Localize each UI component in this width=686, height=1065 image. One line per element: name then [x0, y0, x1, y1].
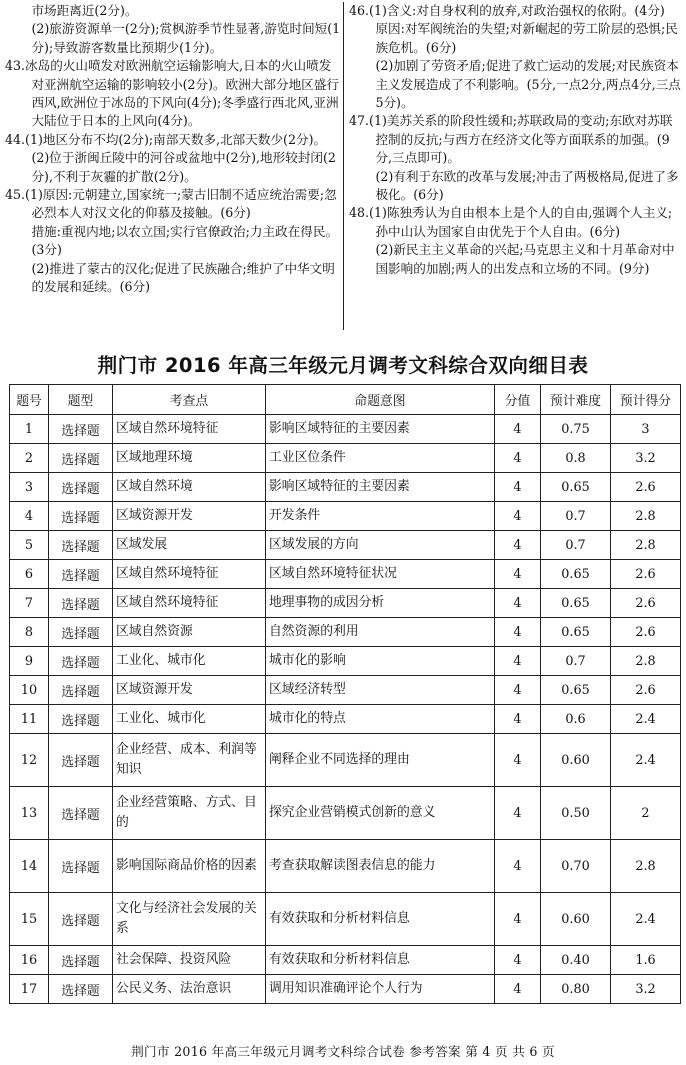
table-title: 荆门市 2016 年高三年级元月调考文科综合双向细目表 [97, 354, 589, 377]
cell-score: 4 [495, 787, 541, 840]
cell-question-no: 16 [10, 946, 49, 975]
cell-expected-score: 2.8 [611, 840, 681, 893]
cell-score: 4 [495, 415, 541, 444]
cell-score: 4 [495, 840, 541, 893]
table-row [10, 589, 681, 618]
answer-paragraph: 市场距离近(2分)。 [31, 3, 138, 18]
cell-difficulty: 0.80 [541, 975, 611, 1004]
header-expected: 预计得分 [611, 385, 681, 415]
cell-difficulty: 0.6 [541, 705, 611, 734]
answer-paragraph: (2)加剧了劳资矛盾;促进了救亡运动的发展;对民族资本主义发展造成了不利影响。(5分,一点2分,两点4分,三点5分)。 [375, 58, 681, 111]
cell-question-no: 6 [10, 560, 49, 589]
cell-question-no: 2 [10, 444, 49, 473]
table-row [10, 647, 681, 676]
cell-question-type: 选择题 [49, 531, 113, 560]
header-type: 题型 [49, 385, 113, 415]
table-row [10, 893, 681, 946]
cell-exam-point: 区域资源开发 [113, 502, 266, 531]
cell-intent: 有效获取和分析材料信息 [266, 893, 495, 946]
cell-score: 4 [495, 975, 541, 1004]
cell-exam-point: 工业化、城市化 [113, 647, 266, 676]
cell-expected-score: 2.6 [611, 589, 681, 618]
answer-paragraph: 44.(1)地区分布不均(2分);南部天数多,北部天数少(2分)。 [5, 131, 327, 147]
cell-expected-score: 2.4 [611, 734, 681, 787]
table-row [10, 560, 681, 589]
answer-paragraph: 48.(1)陈独秀认为自由根本上是个人的自由,强调个人主义;孙中山认为国家自由优先于个人自由。(6分) [349, 205, 673, 239]
cell-expected-score: 2.8 [611, 502, 681, 531]
cell-exam-point: 企业经营策略、方式、目的 [113, 787, 266, 840]
cell-score: 4 [495, 502, 541, 531]
cell-question-no: 12 [10, 734, 49, 787]
cell-expected-score: 2.6 [611, 560, 681, 589]
answer-paragraph: (2)旅游资源单一(2分);赏枫游季节性显著,游览时间短(1分);导致游客数量比预期少(1分)。 [31, 21, 341, 55]
answer-column-right [349, 2, 683, 278]
cell-question-no: 7 [10, 589, 49, 618]
cell-difficulty: 0.60 [541, 893, 611, 946]
cell-question-no: 8 [10, 618, 49, 647]
table-row [10, 531, 681, 560]
cell-question-type: 选择题 [49, 893, 113, 946]
cell-exam-point: 区域自然环境特征 [113, 560, 266, 589]
cell-question-no: 10 [10, 676, 49, 705]
table-row [10, 975, 681, 1004]
table-row [10, 618, 681, 647]
cell-question-type: 选择题 [49, 676, 113, 705]
cell-expected-score: 2.6 [611, 618, 681, 647]
cell-expected-score: 2.4 [611, 893, 681, 946]
table-row [10, 840, 681, 893]
cell-expected-score: 2.8 [611, 531, 681, 560]
cell-difficulty: 0.8 [541, 444, 611, 473]
header-intent: 命题意图 [266, 385, 495, 415]
cell-difficulty: 0.65 [541, 473, 611, 502]
cell-question-no: 3 [10, 473, 49, 502]
cell-difficulty: 0.50 [541, 787, 611, 840]
answer-column-left [5, 2, 343, 297]
cell-question-no: 15 [10, 893, 49, 946]
cell-question-type: 选择题 [49, 618, 113, 647]
cell-exam-point: 区域自然环境特征 [113, 589, 266, 618]
cell-question-no: 13 [10, 787, 49, 840]
cell-expected-score: 2.4 [611, 705, 681, 734]
cell-exam-point: 区域地理环境 [113, 444, 266, 473]
table-header-row [10, 385, 681, 415]
cell-exam-point: 区域自然环境 [113, 473, 266, 502]
cell-expected-score: 2.6 [611, 676, 681, 705]
header-point: 考查点 [113, 385, 266, 415]
cell-expected-score: 2.8 [611, 647, 681, 676]
cell-intent: 自然资源的利用 [266, 618, 495, 647]
column-divider [343, 2, 344, 330]
cell-intent: 考查获取解读图表信息的能力 [266, 840, 495, 893]
cell-question-type: 选择题 [49, 560, 113, 589]
cell-intent: 区域自然环境特征状况 [266, 560, 495, 589]
cell-difficulty: 0.7 [541, 647, 611, 676]
cell-difficulty: 0.75 [541, 415, 611, 444]
cell-intent: 地理事物的成因分析 [266, 589, 495, 618]
cell-exam-point: 公民义务、法治意识 [113, 975, 266, 1004]
header-difficulty: 预计难度 [541, 385, 611, 415]
cell-score: 4 [495, 589, 541, 618]
page-footer: 荆门市 2016 年高三年级元月调考文科综合试卷 参考答案 第 4 页 共 6 页 [131, 1044, 555, 1059]
cell-exam-point: 企业经营、成本、利润等知识 [113, 734, 266, 787]
cell-question-no: 9 [10, 647, 49, 676]
cell-expected-score: 1.6 [611, 946, 681, 975]
cell-intent: 影响区域特征的主要因素 [266, 415, 495, 444]
cell-question-type: 选择题 [49, 415, 113, 444]
answer-paragraph: 措施:重视内地;以农立国;实行官僚政治;力主政在得民。(3分) [31, 223, 339, 258]
cell-score: 4 [495, 560, 541, 589]
cell-intent: 工业区位条件 [266, 444, 495, 473]
table-row [10, 787, 681, 840]
cell-difficulty: 0.7 [541, 502, 611, 531]
table-row [10, 676, 681, 705]
table-row [10, 946, 681, 975]
answer-paragraph: (2)新民主主义革命的兴起;马克思主义和十月革命对中国影响的加剧;两人的出发点和立场的不同。(9分) [375, 242, 675, 276]
cell-exam-point: 区域发展 [113, 531, 266, 560]
answer-paragraph: (2)位于浙闽丘陵中的河谷或盆地中(2分),地形较封闭(2分),不利于灰霾的扩散(2分)。 [31, 150, 336, 184]
cell-difficulty: 0.40 [541, 946, 611, 975]
cell-intent: 调用知识准确评论个人行为 [266, 975, 495, 1004]
cell-difficulty: 0.65 [541, 618, 611, 647]
cell-score: 4 [495, 531, 541, 560]
answer-paragraph: 43.冰岛的火山喷发对欧洲航空运输影响大,日本的火山喷发对亚洲航空运输的影响较小(2分)。欧洲大部分地区盛行西风,欧洲位于冰岛的下风向(4分);冬季盛行西北风,亚洲大陆位于日本的上风向(4分)。 [5, 58, 339, 129]
cell-score: 4 [495, 473, 541, 502]
cell-question-type: 选择题 [49, 787, 113, 840]
table-row [10, 502, 681, 531]
cell-difficulty: 0.65 [541, 589, 611, 618]
answer-paragraph: 46.(1)含义:对自身权利的放弃,对政治强权的依附。(4分) [349, 3, 665, 18]
cell-question-type: 选择题 [49, 946, 113, 975]
cell-difficulty: 0.60 [541, 734, 611, 787]
cell-exam-point: 区域资源开发 [113, 676, 266, 705]
cell-difficulty: 0.7 [541, 531, 611, 560]
cell-score: 4 [495, 893, 541, 946]
cell-score: 4 [495, 444, 541, 473]
table-body [10, 415, 681, 1004]
cell-question-type: 选择题 [49, 444, 113, 473]
cell-question-type: 选择题 [49, 705, 113, 734]
cell-intent: 区域经济转型 [266, 676, 495, 705]
cell-exam-point: 影响国际商品价格的因素 [113, 840, 266, 893]
cell-score: 4 [495, 647, 541, 676]
cell-expected-score: 3 [611, 415, 681, 444]
cell-question-no: 11 [10, 705, 49, 734]
cell-question-no: 4 [10, 502, 49, 531]
table-row [10, 734, 681, 787]
cell-question-no: 1 [10, 415, 49, 444]
cell-question-type: 选择题 [49, 589, 113, 618]
table-row [10, 415, 681, 444]
cell-expected-score: 2.6 [611, 473, 681, 502]
cell-score: 4 [495, 676, 541, 705]
cell-difficulty: 0.65 [541, 560, 611, 589]
cell-question-type: 选择题 [49, 647, 113, 676]
cell-expected-score: 3.2 [611, 444, 681, 473]
cell-difficulty: 0.65 [541, 676, 611, 705]
header-score: 分值 [495, 385, 541, 415]
cell-question-type: 选择题 [49, 473, 113, 502]
cell-intent: 探究企业营销模式创新的意义 [266, 787, 495, 840]
cell-score: 4 [495, 734, 541, 787]
cell-intent: 开发条件 [266, 502, 495, 531]
cell-question-no: 17 [10, 975, 49, 1004]
cell-intent: 区域发展的方向 [266, 531, 495, 560]
cell-question-type: 选择题 [49, 502, 113, 531]
cell-exam-point: 工业化、城市化 [113, 705, 266, 734]
cell-exam-point: 区域自然资源 [113, 618, 266, 647]
cell-expected-score: 2 [611, 787, 681, 840]
answer-paragraph: 原因:对军阀统治的失望;对新崛起的劳工阶层的恐惧;民族危机。(6分) [375, 21, 678, 55]
cell-intent: 有效获取和分析材料信息 [266, 946, 495, 975]
answer-paragraph: 47.(1)美苏关系的阶段性缓和;苏联政局的变动;东欧对苏联控制的反抗;与西方在经济文化等方面联系的加强。(9分,三点即可)。 [349, 113, 673, 166]
cell-intent: 城市化的特点 [266, 705, 495, 734]
cell-question-type: 选择题 [49, 840, 113, 893]
cell-intent: 城市化的影响 [266, 647, 495, 676]
answer-paragraph: (2)推进了蒙古的汉化;促进了民族融合;维护了中华文明的发展和延续。(6分) [31, 260, 335, 295]
cell-exam-point: 文化与经济社会发展的关系 [113, 893, 266, 946]
cell-score: 4 [495, 705, 541, 734]
answer-paragraph: (2)有利于东欧的改革与发展;冲击了两极格局,促进了多极化。(6分) [375, 168, 679, 203]
cell-question-no: 14 [10, 840, 49, 893]
specification-table [9, 384, 681, 1004]
cell-exam-point: 社会保障、投资风险 [113, 946, 266, 975]
cell-score: 4 [495, 946, 541, 975]
cell-score: 4 [495, 618, 541, 647]
cell-intent: 阐释企业不同选择的理由 [266, 734, 495, 787]
cell-question-type: 选择题 [49, 975, 113, 1004]
cell-exam-point: 区域自然环境特征 [113, 415, 266, 444]
cell-intent: 影响区域特征的主要因素 [266, 473, 495, 502]
table-row [10, 473, 681, 502]
cell-question-type: 选择题 [49, 734, 113, 787]
table-row [10, 444, 681, 473]
cell-expected-score: 3.2 [611, 975, 681, 1004]
cell-difficulty: 0.70 [541, 840, 611, 893]
cell-question-no: 5 [10, 531, 49, 560]
header-no: 题号 [10, 385, 49, 415]
table-row [10, 705, 681, 734]
answer-paragraph: 45.(1)原因:元朝建立,国家统一;蒙古旧制不适应统治需要;忽必烈本人对汉文化的仰慕及接触。(6分) [5, 187, 337, 221]
